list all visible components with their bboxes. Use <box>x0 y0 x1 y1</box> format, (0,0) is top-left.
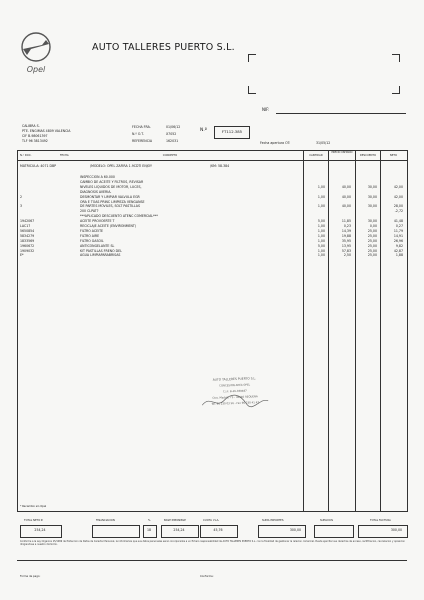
financiacion-box <box>92 525 140 538</box>
row-doc: 1960672 <box>20 243 35 248</box>
stamp-line: Tel. 96 230 03 56 - Fax 96 230 41 47 <box>211 401 260 406</box>
row-net: -2,72 <box>394 209 403 214</box>
header-precio: PRECIO UNITARIO <box>331 151 353 154</box>
row-doc: 3 <box>20 204 23 209</box>
invoice-number-box <box>214 126 250 139</box>
row-concept: DESMONTAR Y LIMPIAR VALVULA EGR <box>80 194 140 199</box>
row-concept: CAMBIO DE ACEITE Y FILTROS, REVISAR <box>80 179 144 184</box>
row-concept: ***APLICADO DESCUENTO ATENC COMERCIAL*** <box>80 214 158 219</box>
row-qty: 1,00 <box>317 224 325 228</box>
row-qty: 1,00 <box>317 184 325 189</box>
company-name: AUTO TALLERES PUERTO S.L. <box>92 42 235 53</box>
row-qty: 1,00 <box>317 204 325 209</box>
row-net: 14,91 <box>393 233 403 238</box>
row-net: 42,87 <box>393 248 403 253</box>
fecha-fra-label: FECHA FRA. <box>132 125 151 129</box>
vehicle-km: /KM: 58.384 <box>210 164 230 168</box>
header-fecha: FECHA <box>60 154 69 157</box>
company-stamp <box>189 376 280 415</box>
customer-line: CALIBRA S. <box>22 124 40 128</box>
row-price: 40,00 <box>341 194 351 199</box>
row-concept: ACEITE PROVOERTE T <box>80 219 115 224</box>
row-price: 40,00 <box>341 184 351 189</box>
header-doc: N.º DOC. <box>20 154 32 157</box>
total-neto-value: 254,24 <box>34 528 46 532</box>
row-net: 28,00 <box>393 204 403 209</box>
row-concept: ORA E TOAS PRINC LIMPIEZA VENGANSE <box>80 199 145 204</box>
row-net: 0,27 <box>395 224 403 228</box>
row-qty: 1,00 <box>317 248 325 253</box>
row-concept: AGUA LIMPIAPARABRISAS <box>80 253 121 258</box>
row-net: 42,00 <box>393 184 403 189</box>
row-disc: 25,00 <box>367 228 377 233</box>
row-concept: INSPECCION A 60.000 <box>80 175 115 179</box>
side-legal-text <box>4 200 10 500</box>
stamp-line: CONCESION AREA OPEL <box>219 383 251 388</box>
vehicle-modelo: /MODELO: OPEL ZAFIRA 1.9CDTI ENJOY <box>90 164 152 168</box>
row-net: 1,88 <box>395 253 403 258</box>
address-window <box>248 54 400 94</box>
total-neto-label: TOTAL NETO € <box>24 519 43 522</box>
row-price: 40,00 <box>341 204 351 209</box>
base-value: 254,24 <box>173 528 185 532</box>
row-concept: FILTRO GASOIL <box>80 238 104 243</box>
row-net: 42,00 <box>393 194 403 199</box>
row-price: 35,95 <box>341 238 351 243</box>
row-price: 0,23 <box>343 224 351 228</box>
row-concept: FILTRO ACEITE <box>80 228 104 233</box>
row-concept: 200 CLPAT? <box>80 209 99 214</box>
iva-value: 45,76 <box>213 528 223 532</box>
stamp-line: Ctra. Madrid, 75 - 46340 REQUENA <box>212 395 258 400</box>
brand-text: Opel <box>26 65 46 74</box>
row-disc: 0,00 <box>369 224 377 228</box>
row-disc: 25,00 <box>367 243 377 248</box>
signature-scribble <box>200 391 271 411</box>
apertura-value: 31/05/12 <box>316 141 331 145</box>
stamp-line: C.I.F. B-46-039487 <box>222 389 247 394</box>
row-doc: 5650854 <box>20 228 35 233</box>
header-neto: NETO <box>389 154 398 157</box>
total-factura-label: TOTAL FACTURA <box>370 519 391 522</box>
row-disc: 25,00 <box>367 238 377 243</box>
opel-logo <box>18 30 54 76</box>
suplidos-box <box>314 525 354 538</box>
invoice-number: FT112.385 <box>221 129 243 134</box>
row-disc: 30,00 <box>367 219 377 224</box>
header-concepto: CONCEPTO <box>162 154 178 157</box>
no-ot-value: X7052 <box>166 132 177 136</box>
base-label: BASE IMPONIBLE <box>164 519 186 522</box>
row-disc: 30,00 <box>367 194 377 199</box>
row-qty: 5,00 <box>317 243 325 248</box>
total-factura-value: 300,00 <box>390 528 402 532</box>
nif-label: NIF: <box>262 107 270 112</box>
row-concept: DE PARTES MOVILES, SOLT PASTILLAS <box>80 204 140 209</box>
row-net: 26,96 <box>393 238 403 243</box>
row-doc: 1909032 <box>20 248 35 253</box>
row-net: 11,79 <box>393 228 403 233</box>
row-price: 14,39 <box>341 228 351 233</box>
row-disc: 30,00 <box>367 204 377 209</box>
row-price: 19,88 <box>341 233 351 238</box>
suma-value: 300,00 <box>289 528 301 532</box>
row-doc: 2 <box>20 194 23 199</box>
row-qty: 1,00 <box>317 228 325 233</box>
row-qty: 1,00 <box>317 194 325 199</box>
row-concept: RECICLAJE ACEITE (ENVIRONMENT) <box>80 224 137 228</box>
row-doc: 1833569 <box>20 238 35 243</box>
legal-text: Conforme a la Ley Organica 15/1999 de Proteccion de Datos de Caracter Personal, le informamos que sus datos personales seran incorporados a un fichero responsabilidad de AUTO TALLERES PUERTO S.L. con la finalidad de gestionar la relacion comercial. Puede ejercitar sus derechos de acceso, rectificacion, cancelacion y oposicion dirigiendose a nuestro domicilio. <box>20 540 405 546</box>
row-disc: 30,00 <box>367 184 377 189</box>
customer-line: PTE. ENGIMAS 4809 VALENCIA <box>22 129 71 133</box>
suma-label: SUMA IMPORTES <box>262 519 284 522</box>
customer-line: TLF 96 3813492 <box>22 139 48 143</box>
forma-pago-label: Forma de pago: <box>20 575 41 578</box>
conforme-label: Conforme: <box>200 575 214 578</box>
row-doc: LAC17 <box>20 224 31 228</box>
row-price: 2,50 <box>343 253 351 258</box>
row-disc: 25,00 <box>367 253 377 258</box>
suplidos-label: SUPLIDOS <box>320 519 334 522</box>
row-price: 57,83 <box>341 248 351 253</box>
row-doc: 1942067 <box>20 219 35 224</box>
row-concept: DIAGNOSIS AVERIA. <box>80 189 112 194</box>
row-doc: 5834279 <box>20 233 35 238</box>
customer-line: CIF B-98061397 <box>22 134 48 138</box>
row-qty: 5,00 <box>317 219 325 224</box>
stamp-line: AUTO TALLERES PUERTO S.L. <box>212 376 257 382</box>
financiacion-label: FINANCIACION <box>96 519 115 522</box>
row-concept: NIVELES LIQUIDOS DE MOTOR, LUCES, <box>80 184 142 189</box>
row-concept: KIT PASTILLAS FRENO DEL <box>80 248 122 253</box>
row-net: 9,82 <box>395 243 403 248</box>
apertura-label: Fecha apertura OT: <box>260 141 291 145</box>
iva-label: CUOTA I.V.A. <box>203 519 220 522</box>
vehicle-matricula: MATRICULA: 4071 DBP <box>20 164 57 168</box>
fecha-fra-value: 01/06/12 <box>166 125 181 129</box>
pct-label: % <box>148 519 151 522</box>
row-qty: 1,00 <box>317 238 325 243</box>
header-cantidad: CANTIDAD <box>309 154 323 157</box>
row-qty: 1,00 <box>317 253 325 258</box>
invoice-number-label: N.º <box>200 128 207 133</box>
referencia-value: 162031 <box>166 139 179 143</box>
row-price: 11,85 <box>341 219 351 224</box>
footnote: * Recambio sin Opel <box>20 505 47 508</box>
pct-value: 18 <box>146 528 152 532</box>
row-price: 13,95 <box>341 243 351 248</box>
row-disc: 25,00 <box>367 248 377 253</box>
row-concept: FILTRO AIRE <box>80 233 100 238</box>
no-ot-label: N.º O.T. <box>132 132 144 136</box>
row-net: 41,48 <box>393 219 403 224</box>
referencia-label: REFERENCIA <box>132 139 153 143</box>
header-descuento: DESCUENTO <box>359 154 377 157</box>
row-disc: 25,00 <box>367 233 377 238</box>
row-qty: 1,00 <box>317 233 325 238</box>
row-concept: ANTICONGELANTE SL <box>80 243 115 248</box>
row-doc: E* <box>20 253 24 258</box>
